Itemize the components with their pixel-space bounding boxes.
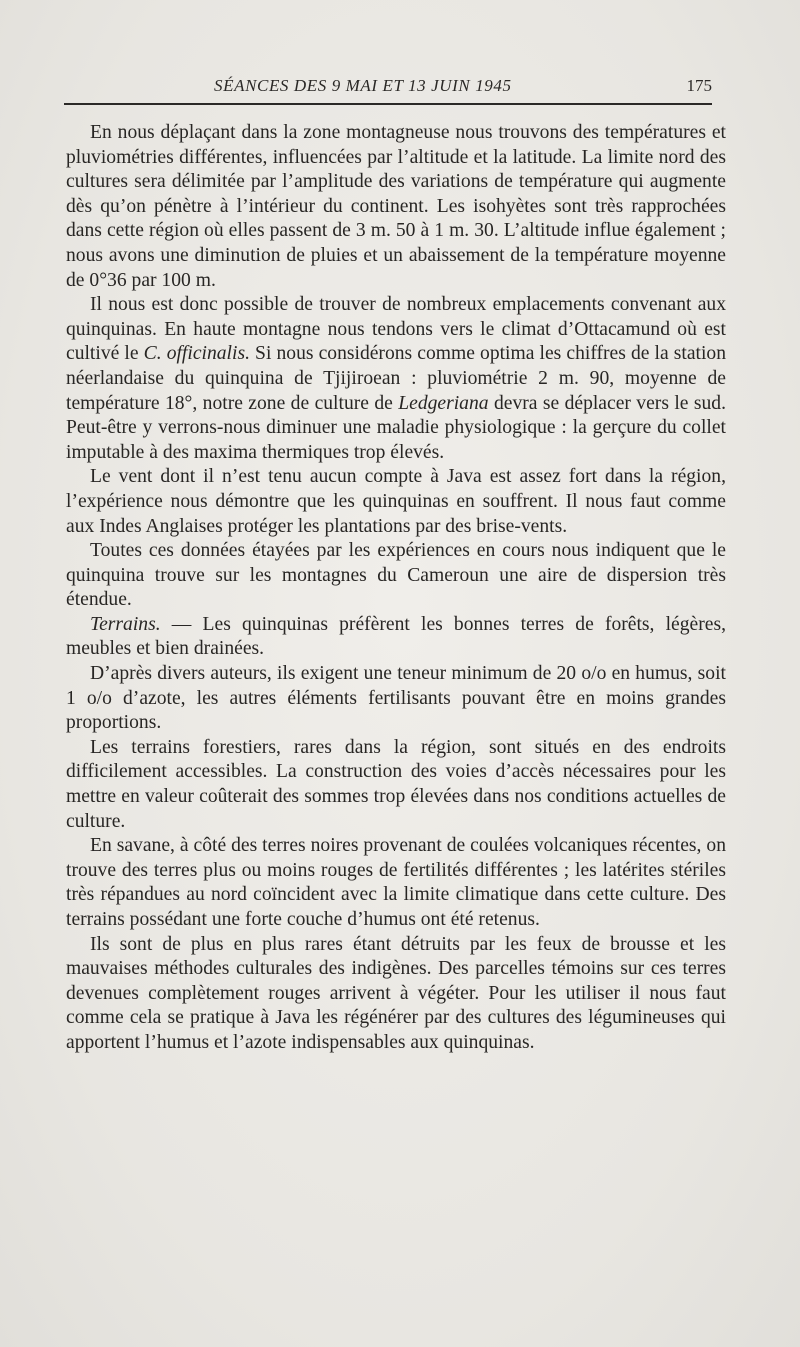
paragraph: [66, 121, 726, 293]
paragraph-text: Toutes ces données étayées par les expériences en cours nous indiquent que le quinquina trouve sur les montagnes du Cameroun une aire de dispersion très étendue.: [66, 540, 726, 611]
paragraph: [66, 539, 726, 613]
paragraph-text: — Les quinquinas préfèrent les bonnes terres de forêts, légères, meubles et bien drainées.: [66, 613, 726, 660]
page-number: 175: [686, 76, 712, 95]
paragraph: [66, 736, 726, 834]
running-header: [64, 76, 714, 100]
paragraph: [66, 293, 726, 465]
header-rule: [64, 103, 712, 105]
paragraph-text: En nous déplaçant dans la zone montagneuse nous trouvons des températures et pluviométries différentes, influencées par l’altitude et la latitude. La limite nord des cultures sera délimitée par l’amplitude des variations de température qui augmente dès qu’on pénètre à l’intérieur du continent. Les isohyètes sont très rapprochées dans cette région où elles passent de 3 m. 50 à 1 m. 30. L’altitude influe également ; nous avons une diminution de pluies et un abaissement de la température moyenne de 0°36 par 100 m.: [66, 122, 726, 291]
body-text: [66, 121, 726, 1056]
paragraph: [66, 662, 726, 736]
running-title: SÉANCES DES 9 MAI ET 13 JUIN 1945: [214, 76, 512, 95]
paragraph-text: devra se déplacer vers le sud. Peut-être y verrons-nous diminuer une maladie physiologique : la gerçure du collet imputable à des maxima thermiques trop élevés.: [66, 392, 726, 463]
species-name: Ledgeriana: [398, 392, 489, 414]
paragraph-text: Si nous considérons comme optima les chiffres de la station néerlandaise du quinquina de Tjijiroean : pluviométrie 2 m. 90, moyenne de température 18°, notre zone de culture de: [66, 343, 726, 414]
paragraph-text: Il nous est donc possible de trouver de nombreux emplacements convenant aux quinquinas. En haute montagne nous tendons vers le climat d’Ottacamund où est cultivé le: [66, 294, 726, 365]
section-heading: Terrains.: [90, 613, 161, 635]
paragraph: [66, 613, 726, 662]
paragraph-text: Ils sont de plus en plus rares étant détruits par les feux de brousse et les mauvaises méthodes culturales des indigènes. Des parcelles témoins sur ces terres devenues complètement rouges arrivent à végéter. Pour les utiliser il nous faut comme cela se pratique à Java les régénérer par des cultures des légumineuses qui apportent l’humus et l’azote indispensables aux quinquinas.: [66, 933, 726, 1053]
paragraph: [66, 933, 726, 1056]
paragraph-text: D’après divers auteurs, ils exigent une teneur minimum de 20 o/o en humus, soit 1 o/o d’azote, les autres éléments fertilisants pouvant être en moins grandes proportions.: [66, 663, 726, 734]
paragraph: [66, 834, 726, 932]
species-name: C. officinalis.: [143, 343, 250, 365]
paragraph-text: Le vent dont il n’est tenu aucun compte à Java est assez fort dans la région, l’expérience nous démontre que les quinquinas en souffrent. Il nous faut comme aux Indes Anglaises protéger les plantations par des brise-vents.: [66, 466, 726, 537]
paragraph-text: Les terrains forestiers, rares dans la région, sont situés en des endroits difficilement accessibles. La construction des voies d’accès nécessaires pour les mettre en valeur coûterait des sommes trop élevées dans nos conditions actuelles de culture.: [66, 736, 726, 832]
paragraph: [66, 465, 726, 539]
paragraph-text: En savane, à côté des terres noires provenant de coulées volcaniques récentes, on trouve des terres plus ou moins rouges de fertilités différentes ; les latérites stériles très répandues au nord coïncident avec la limite climatique dans cette culture. Des terrains possédant une forte couche d’humus ont été retenus.: [66, 835, 726, 930]
